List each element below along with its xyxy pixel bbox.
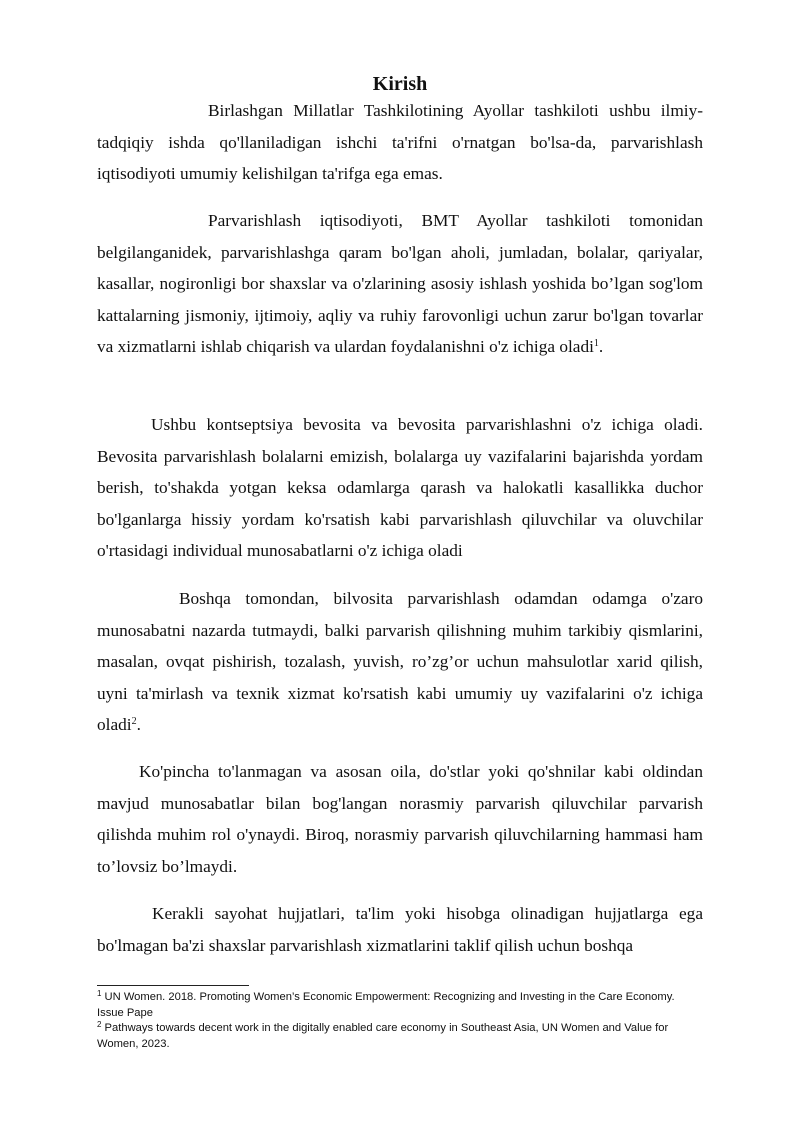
footnote-reference[interactable]: 2	[131, 716, 137, 727]
paragraph-text: Kerakli sayohat hujjatlari, ta'lim yoki hisobga olinadigan hujjatlarga ega bo'lmagan ba'zi shaxslar parvarishlash xizmatlarini taklif qilish uchun boshqa	[97, 904, 703, 955]
paragraph-text: Ko'pincha to'lanmagan va asosan oila, do'stlar yoki qo'shnilar kabi oldindan mavjud munosabatlar bilan bog'langan norasmiy parvarish qiluvchilar parvarish qilishda muhim rol o'ynaydi. Biroq, norasmiy parvarish qiluvchilarning hammasi ham to’lovsiz bo’lmaydi.	[97, 762, 703, 876]
paragraph-text: Birlashgan Millatlar Tashkilotining Ayollar tashkiloti ushbu ilmiy-tadqiqiy ishda qo'llaniladigan ishchi ta'rifni o'rnatgan bo'lsa-da, parvarishlash iqtisodiyoti umumiy kelishilgan ta'rifga ega emas.	[97, 101, 703, 183]
page-title: Kirish	[372, 73, 428, 95]
paragraph-text: Parvarishlash iqtisodiyoti, BMT Ayollar tashkiloti tomonidan belgilanganidek, parvarishlashga qaram bo'lgan aholi, jumladan, bolalar, qariyalar, kasallar, nogironligi bor shaxslar va o'zlarining asosiy ishlash yoshida bo’lgan sog'lom kattalarning jismoniy, ijtimoiy, aqliy va ruhiy farovonligi uchun zarur bo'lgan tovarlar va xizmatlarni ishlab chiqarish va ulardan foydalanishni o'z ichiga oladi	[97, 211, 703, 356]
paragraph-tail: .	[136, 715, 141, 734]
footnote-mark: 1	[97, 989, 102, 998]
footnote-text: Pathways towards decent work in the digitally enabled care economy in Southeast Asia, UN Women and Value for Women, 2023.	[97, 1022, 669, 1050]
paragraph-text: Boshqa tomondan, bilvosita parvarishlash odamdan odamga o'zaro munosabatni nazarda tutmaydi, balki parvarish qilishning muhim tarkibiy qismlarini, masalan, ovqat pishirish, tozalash, yuvish, ro’zg’or uchun mahsulotlar xarid qilish, uyni ta'mirlash va texnik xizmat ko'rsatish kabi umumiy uy vazifalarini o'z ichiga oladi	[97, 589, 703, 734]
footnote	[97, 1021, 687, 1052]
paragraph	[97, 583, 703, 741]
paragraph	[97, 898, 703, 961]
paragraph	[97, 756, 703, 882]
paragraph-tail: .	[598, 337, 604, 356]
footnote-reference[interactable]: 1	[593, 338, 599, 349]
paragraph	[97, 409, 703, 567]
paragraph	[97, 205, 703, 363]
footnote-separator	[97, 985, 249, 986]
paragraph	[97, 95, 703, 190]
footnote-text: UN Women. 2018. Promoting Women’s Economic Empowerment: Recognizing and Investing in the Care Economy. Issue Pape	[97, 991, 675, 1019]
footnote	[97, 990, 687, 1021]
footnote-mark: 2	[97, 1020, 102, 1029]
paragraph-text: Ushbu kontseptsiya bevosita va bevosita parvarishlashni o'z ichiga oladi. Bevosita parvarishlash bolalarni emizish, bolalarga uy vazifalarini bajarishda yordam berish, to'shakda yotgan keksa odamlarga qarash va halokatli kasallikka duchor bo'lganlarga hissiy yordam ko'rsatish kabi parvarishlash qiluvchilar va oluvchilar o'rtasidagi individual munosabatlarni o'z ichiga oladi	[97, 415, 703, 560]
